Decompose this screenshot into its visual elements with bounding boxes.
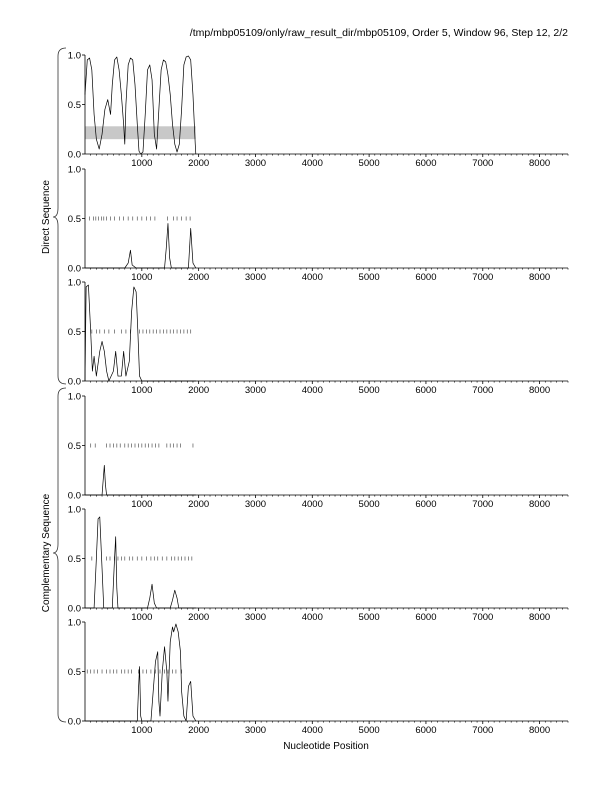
x-tick-label: 6000 [415, 272, 437, 283]
y-tick-label: 1.0 [67, 504, 81, 516]
y-tick-label: 0.0 [67, 263, 81, 275]
x-tick-label: 2000 [188, 385, 210, 396]
x-tick-label: 1000 [131, 272, 153, 283]
x-tick-label: 3000 [244, 158, 267, 169]
x-tick-label: 1000 [131, 725, 153, 736]
y-tick-label: 0.0 [67, 149, 81, 161]
direct-sequence-bracket [53, 48, 66, 384]
x-tick-label: 2000 [188, 272, 210, 283]
coding-potential-line [85, 624, 196, 721]
x-tick-label: 4000 [301, 272, 323, 283]
frame-panels [68, 51, 568, 737]
x-tick-label: 8000 [529, 725, 551, 736]
x-tick-label: 2000 [188, 158, 210, 169]
x-tick-label: 3000 [244, 272, 267, 283]
coding-potential-line [85, 223, 196, 268]
x-tick-label: 3000 [244, 725, 267, 736]
x-tick-label: 7000 [472, 612, 494, 623]
x-tick-label: 8000 [529, 499, 551, 510]
x-tick-label: 6000 [415, 612, 437, 623]
y-tick-label: 0.5 [67, 667, 81, 678]
coding-potential-line [85, 517, 196, 608]
frame-panel-3 [68, 278, 568, 397]
x-tick-label: 3000 [244, 385, 267, 396]
x-axis-label: Nucleotide Position [283, 741, 369, 752]
x-tick-label: 3000 [244, 612, 267, 623]
x-tick-label: 1000 [131, 499, 153, 510]
coding-potential-line [85, 465, 196, 495]
y-tick-label: 1.0 [67, 277, 81, 289]
x-tick-label: 2000 [188, 499, 210, 510]
x-tick-label: 6000 [415, 158, 437, 169]
x-tick-label: 5000 [358, 612, 380, 623]
x-tick-label: 7000 [472, 272, 494, 283]
x-tick-label: 4000 [301, 385, 323, 396]
y-tick-label: 1.0 [67, 164, 81, 176]
x-tick-label: 8000 [529, 158, 551, 169]
y-tick-label: 0.5 [67, 327, 81, 338]
y-tick-label: 1.0 [67, 617, 81, 629]
complementary-sequence-label: Complementary Sequence [41, 493, 52, 613]
y-tick-label: 0.0 [67, 490, 81, 502]
x-tick-label: 5000 [358, 272, 380, 283]
x-tick-label: 7000 [472, 385, 494, 396]
x-tick-label: 5000 [358, 158, 380, 169]
y-tick-label: 0.5 [67, 554, 81, 565]
direct-sequence-label: Direct Sequence [41, 180, 52, 254]
coding-potential-line [85, 285, 196, 381]
x-tick-label: 5000 [358, 725, 380, 736]
x-tick-label: 5000 [358, 385, 380, 396]
y-tick-label: 0.0 [67, 603, 81, 615]
frame-panel-1 [68, 51, 568, 170]
x-tick-label: 7000 [472, 158, 494, 169]
x-tick-label: 6000 [415, 725, 437, 736]
y-tick-label: 0.0 [67, 376, 81, 388]
y-tick-label: 1.0 [67, 391, 81, 403]
complementary-sequence-bracket [53, 388, 66, 722]
x-tick-label: 2000 [188, 725, 210, 736]
x-tick-label: 3000 [244, 499, 267, 510]
y-tick-label: 0.5 [67, 441, 81, 452]
frame-panel-2 [68, 165, 568, 284]
x-tick-label: 7000 [472, 725, 494, 736]
x-tick-label: 4000 [301, 499, 323, 510]
frame-panel-4 [68, 392, 568, 511]
x-tick-label: 6000 [415, 499, 437, 510]
y-tick-label: 1.0 [67, 50, 81, 62]
x-tick-label: 2000 [188, 612, 210, 623]
frame-panel-6 [68, 618, 568, 737]
y-tick-label: 0.0 [67, 716, 81, 728]
coding-potential-line [85, 56, 196, 154]
x-tick-label: 1000 [131, 385, 153, 396]
y-tick-label: 0.5 [67, 214, 81, 225]
x-tick-label: 4000 [301, 612, 323, 623]
x-tick-label: 7000 [472, 499, 494, 510]
x-tick-label: 6000 [415, 385, 437, 396]
frame-panel-5 [68, 505, 568, 624]
x-tick-label: 5000 [358, 499, 380, 510]
x-tick-label: 8000 [529, 612, 551, 623]
x-tick-label: 4000 [301, 158, 323, 169]
x-tick-label: 8000 [529, 385, 551, 396]
x-tick-label: 4000 [301, 725, 323, 736]
figure-title: /tmp/mbp05109/only/raw_result_dir/mbp05109, Order 5, Window 96, Step 12, 2/2 [189, 27, 568, 39]
x-tick-label: 8000 [529, 272, 551, 283]
x-tick-label: 1000 [131, 158, 153, 169]
x-tick-label: 1000 [131, 612, 153, 623]
y-tick-label: 0.5 [67, 100, 81, 111]
